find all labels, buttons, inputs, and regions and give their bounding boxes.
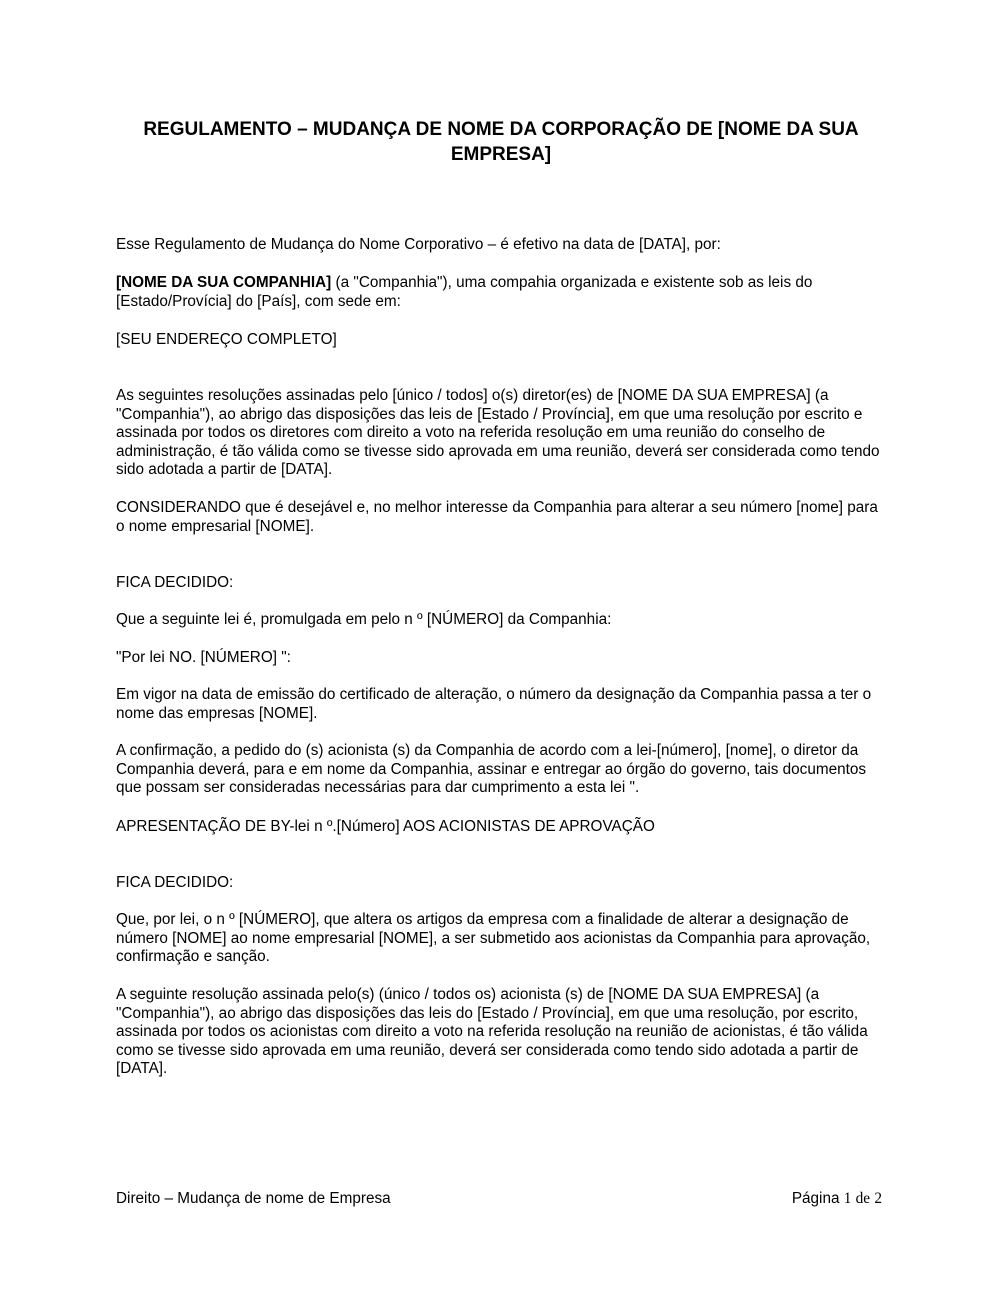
confirmation-paragraph: A confirmação, a pedido do (s) acionista (s) da Companhia de acordo com a lei-[número], [nome], o diretor da Companhia deverá, para e em nome da Companhia, assinar e entregar ao órgão do governo, tais documentos que possam ser consideradas necessárias para dar cumprimento a esta lei ". bbox=[116, 742, 867, 797]
page-total: 2 bbox=[874, 1190, 882, 1207]
page-of: de bbox=[855, 1190, 871, 1207]
intro-paragraph: Esse Regulamento de Mudança do Nome Corporativo – é efetivo na data de [DATA], por: bbox=[116, 236, 721, 253]
considering-paragraph: CONSIDERANDO que é desejável e, no melhor interesse da Companhia para alterar a seu número [nome] para o nome empresarial [NOME]. bbox=[116, 499, 878, 535]
effective-paragraph: Em vigor na data de emissão do certificado de alteração, o número da designação da Companhia passa a ter o nome das empresas [NOME]. bbox=[116, 686, 872, 722]
bylaw-number-paragraph: "Por lei NO. [NÚMERO] ": bbox=[116, 649, 291, 666]
enacted-paragraph: Que a seguinte lei é, promulgada em pelo n º [NÚMERO] da Companhia: bbox=[116, 611, 612, 628]
directors-resolution-paragraph: As seguintes resoluções assinadas pelo [único / todos] o(s) diretor(es) de [NOME DA SUA EMPRESA] (a "Companhia"), ao abrigo das disposições das leis de [Estado / Província], em que uma resolução por escrito e assinada por todos os diretores com direito a voto na referida resolução em uma reunião do conselho de administração, é tão válida como se tivesse sido aprovada em uma reunião, deverá ser considerada como tendo sido adotada a partir de [DATA]. bbox=[116, 387, 880, 479]
resolved-heading-2: FICA DECIDIDO: bbox=[116, 874, 234, 891]
presentation-heading: APRESENTAÇÃO DE BY-lei n º.[Número] AOS ACIONISTAS DE APROVAÇÃO bbox=[116, 818, 655, 835]
page-current: 1 bbox=[843, 1190, 852, 1207]
page-label: Página bbox=[791, 1190, 840, 1207]
company-paragraph bbox=[116, 274, 886, 311]
resolved-heading-1: FICA DECIDIDO: bbox=[116, 574, 234, 591]
document-title: REGULAMENTO – MUDANÇA DE NOME DA CORPORAÇÃO DE [NOME DA SUA EMPRESA] bbox=[143, 119, 859, 165]
company-name: [NOME DA SUA COMPANHIA] bbox=[116, 274, 332, 291]
address-paragraph: [SEU ENDEREÇO COMPLETO] bbox=[116, 331, 337, 348]
company-description: (a "Companhia"), uma compahia organizada e existente sob as leis do [Estado/Provícia] do [País], com sede em: bbox=[116, 274, 813, 310]
by-law-paragraph: Que, por lei, o n º [NÚMERO], que altera os artigos da empresa com a finalidade de alterar a designação de número [NOME] ao nome empresarial [NOME], a ser submetido aos acionistas da Companhia para aprovação, confirmação e sanção. bbox=[116, 911, 871, 966]
shareholders-resolution-paragraph: A seguinte resolução assinada pelo(s) (único / todos os) acionista (s) de [NOME DA SUA EMPRESA] (a "Companhia"), ao abrigo das disposições das leis do [Estado / Província], em que uma resolução, por escrito, assinada por todos os acionistas com direito a voto na referida resolução na reunião de acionistas, é tão válida como se tivesse sido aprovada em uma reunião, deverá ser considerada como tendo sido adotada a partir de [DATA]. bbox=[116, 986, 868, 1078]
footer-title: Direito – Mudança de nome de Empresa bbox=[116, 1190, 391, 1207]
page-number bbox=[792, 1190, 882, 1208]
